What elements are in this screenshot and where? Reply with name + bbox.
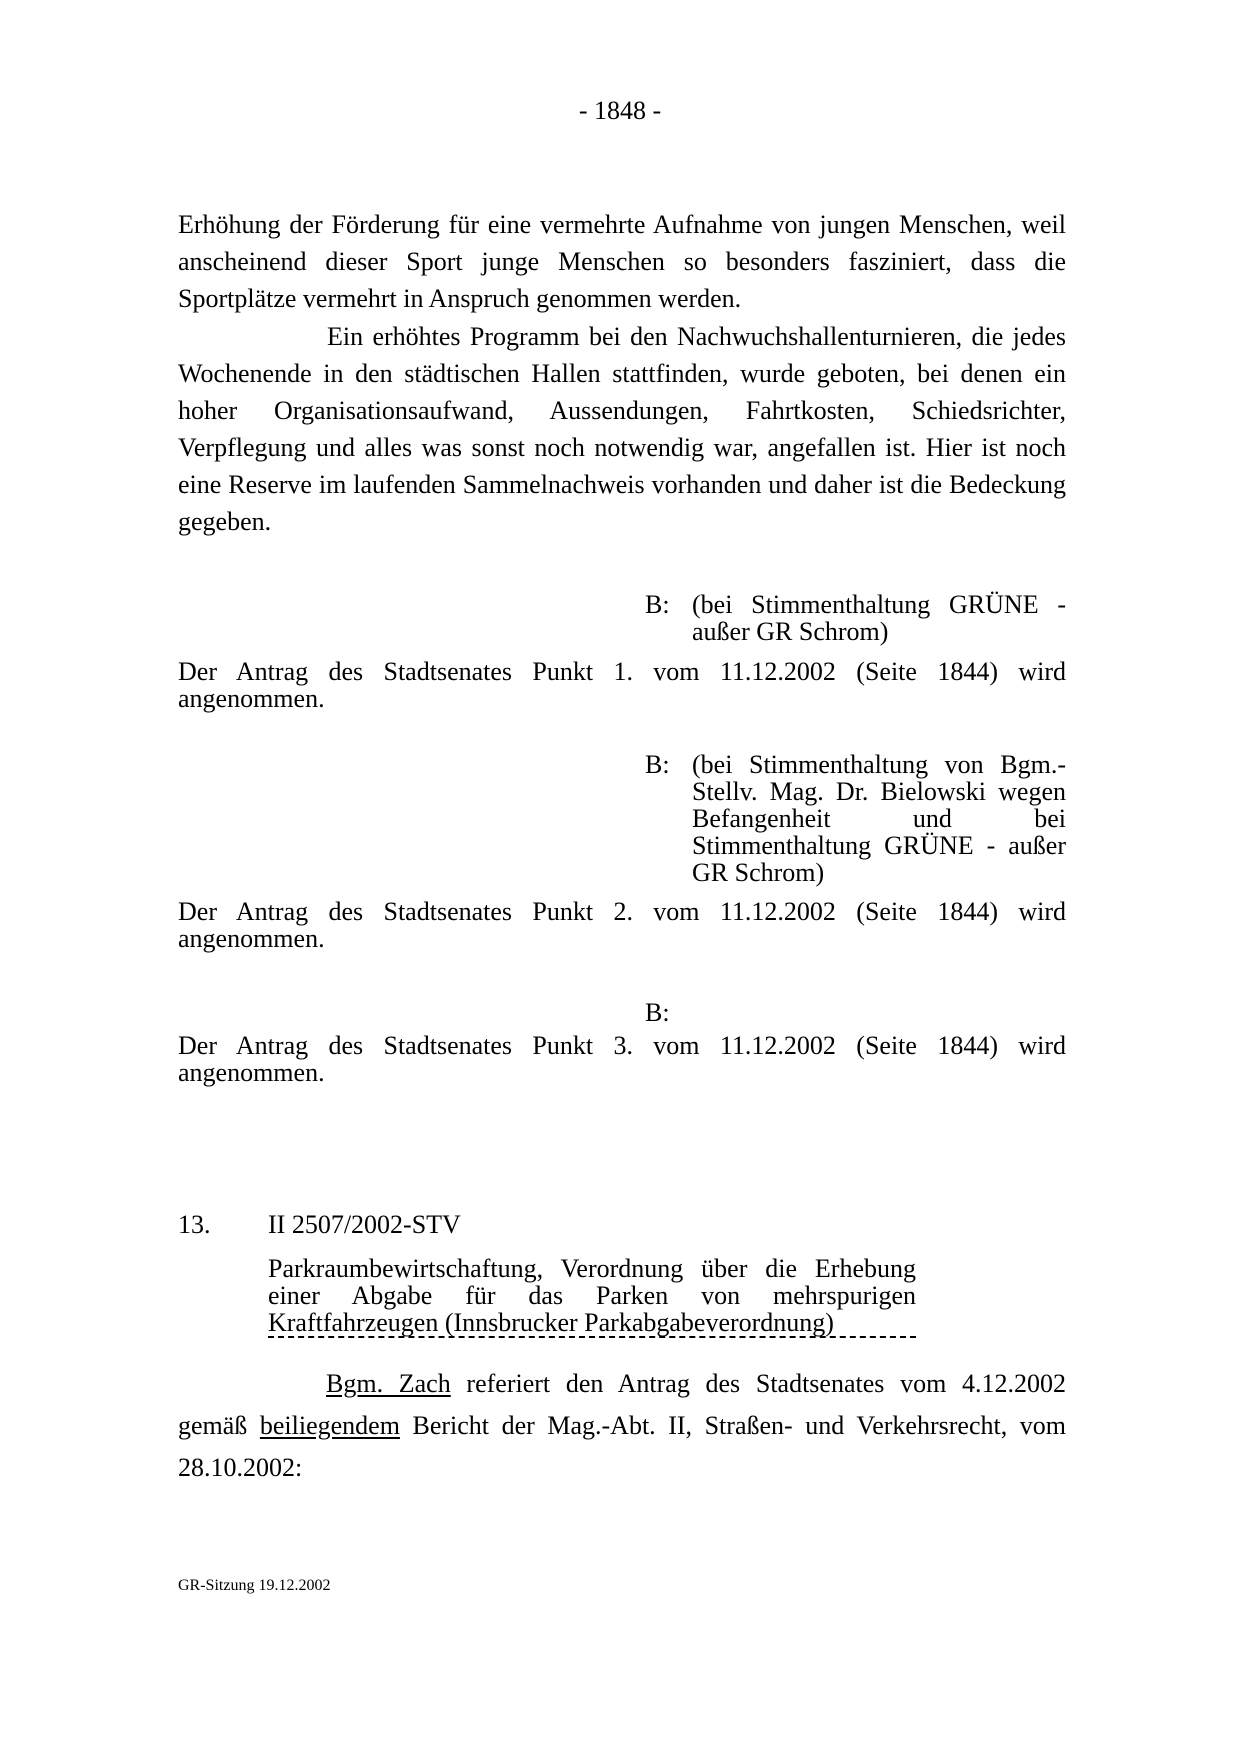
- vote-block-1: [645, 591, 1066, 645]
- referat-text-2: Bericht der Mag.-Abt. II, Straßen- und Verkehrsrecht, vom 28.10.2002:: [178, 1411, 1066, 1482]
- vote-label: B:: [645, 590, 670, 619]
- speaker-name: Bgm. Zach: [326, 1369, 451, 1398]
- antrag-punkt-2: Der Antrag des Stadtsenates Punkt 2. vom 11.12.2002 (Seite 1844) wird angenommen.: [178, 897, 1066, 953]
- page-number: - 1848 -: [578, 96, 662, 125]
- footer-session: GR-Sitzung 19.12.2002: [178, 1577, 331, 1594]
- attachment-reference: beiliegendem: [259, 1411, 400, 1440]
- dashed-separator: [268, 1336, 916, 1338]
- vote-text: (bei Stimmenthaltung von Bgm.-Stellv. Mag. Dr. Bielowski wegen Befangenheit und bei Stimmenthaltung GRÜNE - außer GR Schrom): [692, 750, 1066, 887]
- item-reference: II 2507/2002-STV: [268, 1210, 461, 1239]
- vote-block-2: [645, 751, 1066, 886]
- vote-label: B:: [645, 998, 670, 1027]
- referat-text-1: referiert den Antrag des Stadtsenates vom 4.12.2002 gemäß: [178, 1369, 1067, 1440]
- antrag-punkt-3: Der Antrag des Stadtsenates Punkt 3. vom 11.12.2002 (Seite 1844) wird angenommen.: [178, 1031, 1066, 1087]
- referat-paragraph: [178, 1363, 1066, 1489]
- paragraph-funding: Erhöhung der Förderung für eine vermehrte Aufnahme von jungen Menschen, weil anscheinend dieser Sport junge Menschen so besonders fasziniert, dass die Sportplätze vermehrt in Anspruch genommen werden.: [178, 210, 1066, 313]
- antrag-punkt-1: Der Antrag des Stadtsenates Punkt 1. vom 11.12.2002 (Seite 1844) wird angenommen.: [178, 657, 1066, 713]
- item-number: 13.: [178, 1210, 211, 1239]
- vote-text: (bei Stimmenthaltung GRÜNE - außer GR Schrom): [692, 590, 1066, 646]
- paragraph-tournaments: Ein erhöhtes Programm bei den Nachwuchshallenturnieren, die jedes Wochenende in den städtischen Hallen stattfinden, wurde geboten, bei denen ein hoher Organisationsaufwand, Aussendungen, Fahrtkosten, Schiedsrichter, Verpflegung und alles was sonst noch notwendig war, angefallen ist. Hier ist noch eine Reserve im laufenden Sammelnachweis vorhanden und daher ist die Bedeckung gegeben.: [178, 322, 1066, 536]
- item-subject: Parkraumbewirtschaftung, Verordnung über die Erhebung einer Abgabe für das Parken von mehrspurigen Kraftfahrzeugen (Innsbrucker Parkabgabeverordnung): [268, 1254, 916, 1337]
- vote-label: B:: [645, 750, 670, 779]
